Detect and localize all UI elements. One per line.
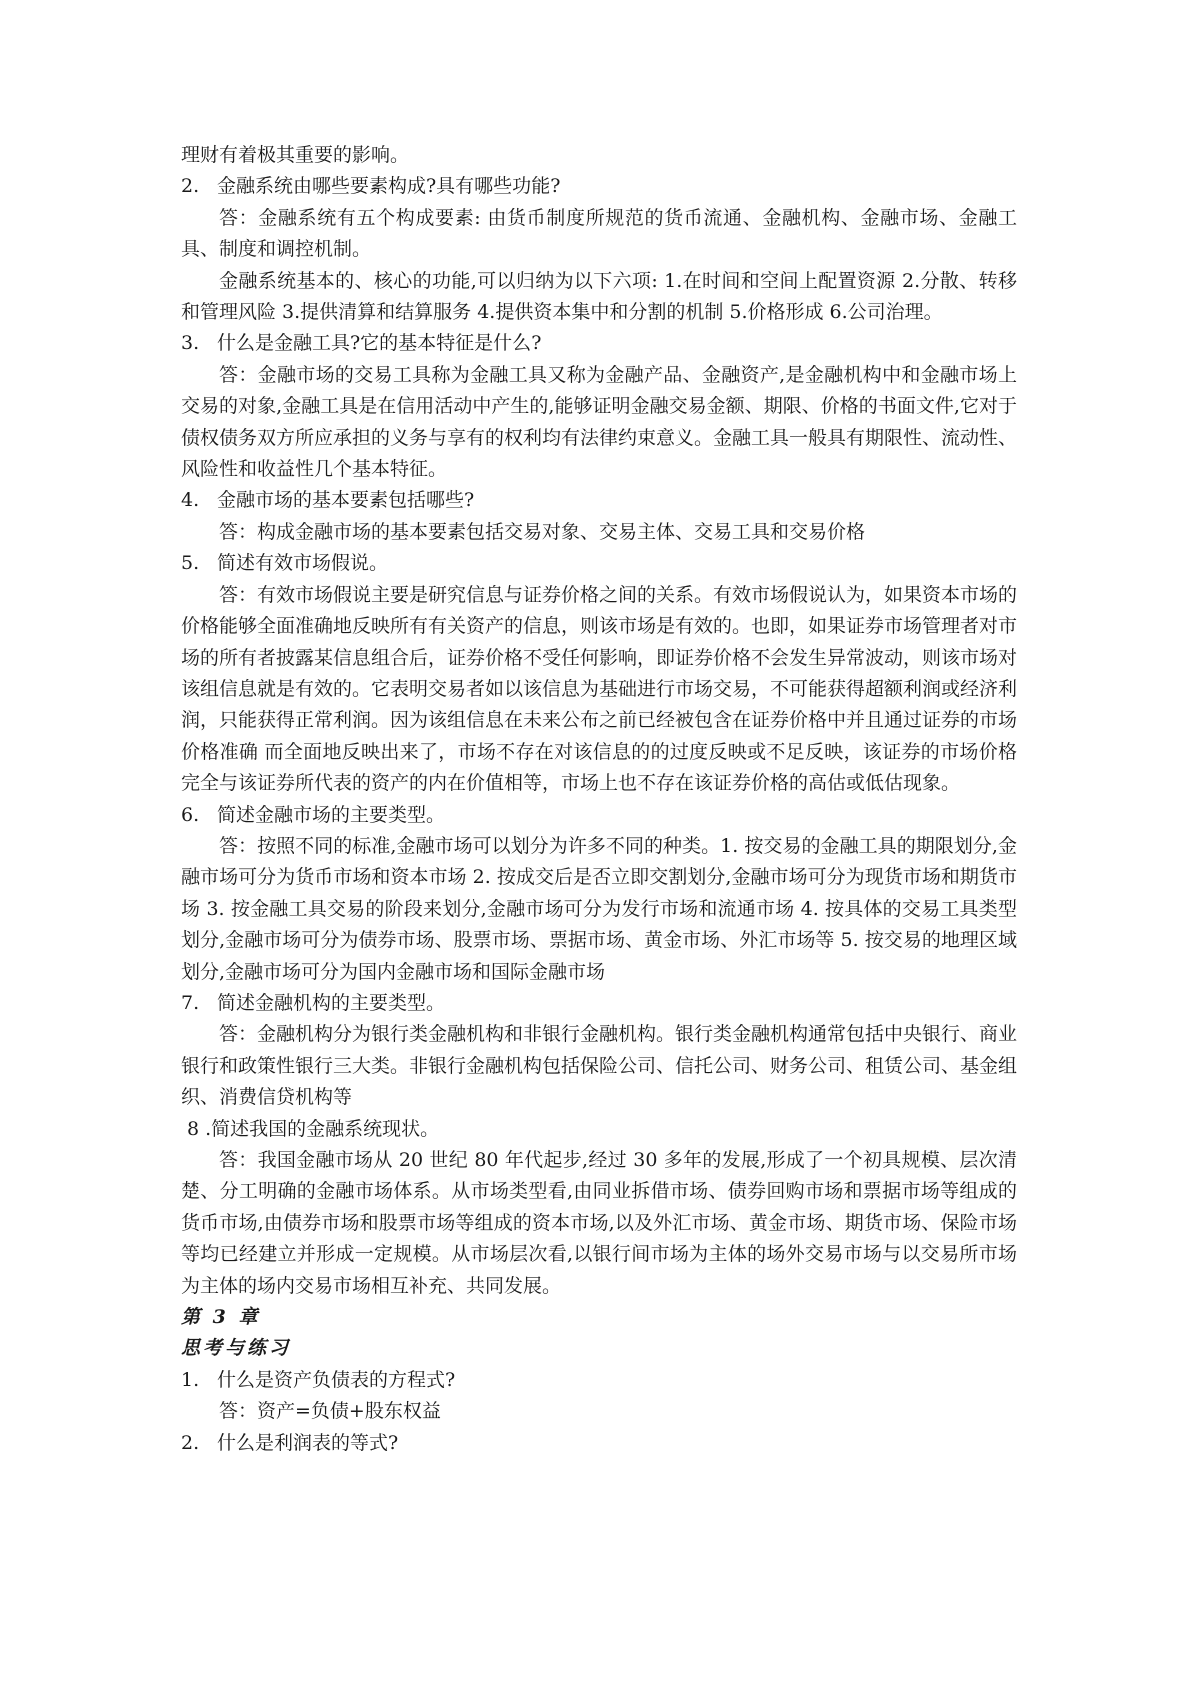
question-text: 什么是资产负债表的方程式? [217,1368,456,1391]
chapter-heading: 第 3 章 [181,1306,261,1329]
question-number: 2. [181,1431,200,1454]
question-text: 什么是利润表的等式? [217,1431,399,1454]
question-5 [181,548,1017,579]
question-text: 简述金融市场的主要类型。 [217,803,446,826]
question-2 [181,171,1017,202]
question-number: 6. [181,803,200,826]
chapter3-question-1 [181,1365,1017,1396]
question-8: 8 .简述我国的金融系统现状。 [187,1117,440,1140]
chapter3-answer-1: 答：资产=负债+股东权益 [219,1400,441,1423]
intro-text: 理财有着极其重要的影响。 [181,144,410,166]
answer-5: 答：有效市场假说主要是研究信息与证券价格之间的关系。有效市场假说认为，如果资本市场的价格能够全面准确地反映所有有关资产的信息，则该市场是有效的。也即，如果证券市场管理者对市场的所有者披露某信息组合后，证券价格不受任何影响，即证券价格不会发生异常波动，则该市场对该组信息就是有效的。它表明交易者如以该信息为基础进行市场交易，不可能获得超额利润或经济利润，只能获得正常利润。因为该组信息在未来公布之前已经被包含在证券价格中并且通过证券的市场价格准确 而全面地反映出来了，市场不存在对该信息的的过度反映或不足反映，该证券的市场价格完全与该证券所代表的资产的内在价值相等，市场上也不存在该证券价格的高估或低估现象。 [181,583,1018,795]
document-page [181,140,1017,1459]
answer-3: 答：金融市场的交易工具称为金融工具又称为金融产品、金融资产,是金融机构中和金融市场上交易的对象,金融工具是在信用活动中产生的,能够证明金融交易金额、期限、价格的书面文件,它对于债权债务双方所应承担的义务与享有的权利均有法律约束意义。金融工具一般具有期限性、流动性、风险性和收益性几个基本特征。 [181,363,1018,481]
question-number: 3. [181,332,200,355]
question-number: 7. [181,991,200,1014]
question-number: 5. [181,552,200,575]
answer-7: 答：金融机构分为银行类金融机构和非银行金融机构。银行类金融机构通常包括中央银行、商业银行和政策性银行三大类。非银行金融机构包括保险公司、信托公司、财务公司、租赁公司、基金组织、消费信贷机构等 [181,1023,1018,1109]
question-6 [181,800,1017,831]
question-3 [181,328,1017,359]
chapter3-question-2 [181,1428,1017,1459]
question-text: 金融市场的基本要素包括哪些? [217,489,475,512]
answer-6: 答：按照不同的标准,金融市场可以划分为许多不同的种类。1. 按交易的金融工具的期限划分,金融市场可分为货币市场和资本市场 2. 按成交后是否立即交割划分,金融市场可分为现货市场和期货市场 3. 按金融工具交易的阶段来划分,金融市场可分为发行市场和流通市场 4. 按具体的交易工具类型划分,金融市场可分为债券市场、股票市场、票据市场、黄金市场、外汇市场等 5. 按交易的地理区域划分,金融市场可分为国内金融市场和国际金融市场 [181,834,1017,983]
answer-2-functions: 金融系统基本的、核心的功能,可以归纳为以下六项: 1.在时间和空间上配置资源 2.分散、转移和管理风险 3.提供清算和结算服务 4.提供资本集中和分割的机制 5.价格形成 6.公司治理。 [181,269,1017,324]
question-text: 简述金融机构的主要类型。 [217,991,446,1014]
question-text: 什么是金融工具?它的基本特征是什么? [217,332,542,355]
question-number: 4. [181,489,200,512]
answer-8: 答：我国金融市场从 20 世纪 80 年代起步,经过 30 多年的发展,形成了一个初具规模、层次清楚、分工明确的金融市场体系。从市场类型看,由同业拆借市场、债券回购市场和票据市场等组成的货币市场,由债券市场和股票市场等组成的资本市场,以及外汇市场、黄金市场、期货市场、保险市场等均已经建立并形成一定规模。从市场层次看,以银行间市场为主体的场外交易市场与以交易所市场为主体的场内交易市场相互补充、共同发展。 [181,1149,1017,1297]
answer-2: 答：金融系统有五个构成要素: 由货币制度所规范的货币流通、金融机构、金融市场、金融工具、制度和调控机制。 [181,206,1017,261]
question-number: 1. [181,1368,200,1391]
section-heading: 思考与练习 [181,1337,292,1360]
answer-4: 答：构成金融市场的基本要素包括交易对象、交易主体、交易工具和交易价格 [219,520,866,543]
question-7 [181,988,1017,1019]
question-text: 简述有效市场假说。 [217,552,389,575]
question-4 [181,485,1017,516]
question-number: 2. [181,175,200,198]
question-text: 金融系统由哪些要素构成?具有哪些功能? [217,175,561,198]
